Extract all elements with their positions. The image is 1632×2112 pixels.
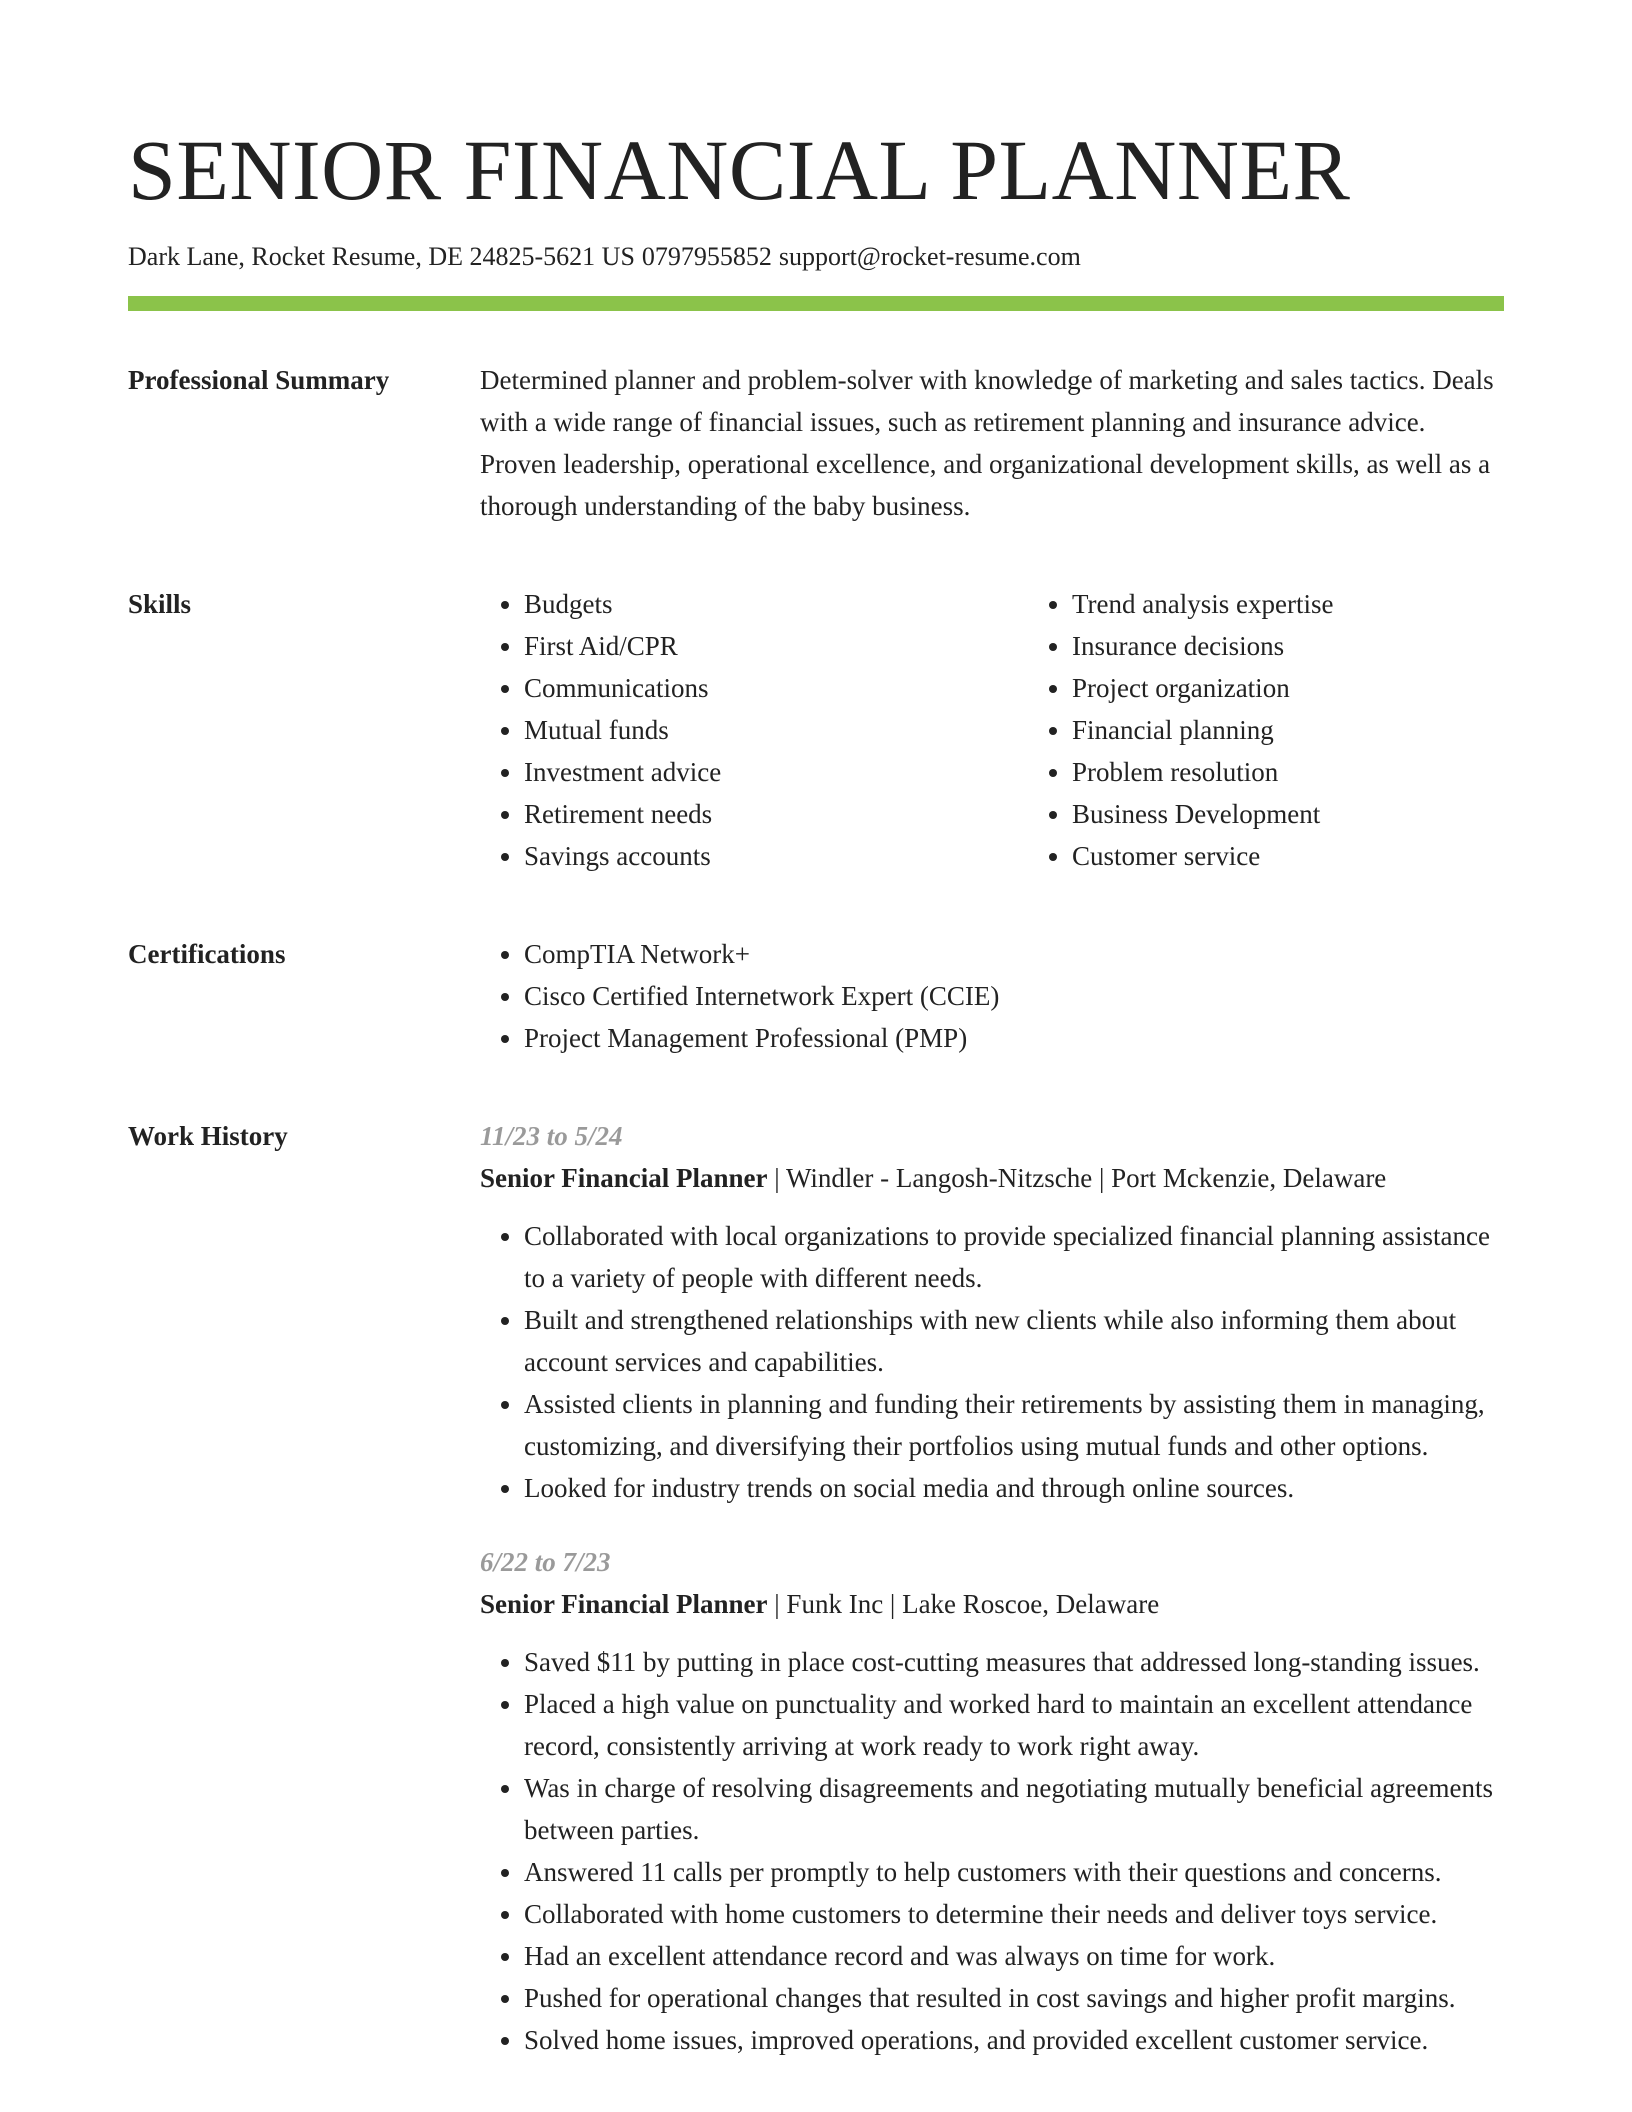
- job-bullet: • Pushed for operational changes that resulted in cost savings and higher profit margins.: [524, 1977, 1504, 2019]
- skill-item: • Savings accounts: [524, 835, 1028, 877]
- job-bullet: • Placed a high value on punctuality and worked hard to maintain an excellent attendance record, consistently arriving at work ready to work right away.: [524, 1683, 1504, 1767]
- job-bullet: • Collaborated with home customers to determine their needs and deliver toys service.: [524, 1893, 1504, 1935]
- skill-item: • Trend analysis expertise: [1072, 583, 1576, 625]
- contact-line: [128, 240, 1504, 274]
- job-bullets: [480, 1641, 1504, 2061]
- summary-section: [128, 359, 1504, 527]
- resume-name: SENIOR FINANCIAL PLANNER: [128, 122, 1351, 218]
- skill-item: • Problem resolution: [1072, 751, 1576, 793]
- job-bullet: • Assisted clients in planning and funding their retirements by assisting them in managing, customizing, and diversifying their portfolios using mutual funds and other options.: [524, 1383, 1504, 1467]
- job-bullet: • Built and strengthened relationships with new clients while also informing them about account services and capabilities.: [524, 1299, 1504, 1383]
- header-divider: [128, 296, 1504, 311]
- skill-item: • First Aid/CPR: [524, 625, 1028, 667]
- skill-item: • Budgets: [524, 583, 1028, 625]
- skill-item: • Investment advice: [524, 751, 1028, 793]
- skills-list-left: [480, 583, 1028, 877]
- job-dates: 6/22 to 7/23: [480, 1547, 611, 1577]
- job-bullet: • Looked for industry trends on social media and through online sources.: [524, 1467, 1504, 1509]
- certifications-list: [480, 933, 1504, 1059]
- work-history-body: [480, 1115, 1504, 2061]
- work-history-heading: Work History: [128, 1121, 288, 1151]
- job-heading: [480, 1157, 1504, 1199]
- skills-heading: Skills: [128, 589, 192, 619]
- skill-item: • Customer service: [1072, 835, 1576, 877]
- skill-item: • Mutual funds: [524, 709, 1028, 751]
- skill-item: • Insurance decisions: [1072, 625, 1576, 667]
- summary-heading: Professional Summary: [128, 365, 390, 395]
- certifications-section: [128, 933, 1504, 1059]
- job-bullet: • Answered 11 calls per promptly to help customers with their questions and concerns.: [524, 1851, 1504, 1893]
- job-bullet: • Was in charge of resolving disagreements and negotiating mutually beneficial agreements between parties.: [524, 1767, 1504, 1851]
- job-entry: [480, 1115, 1504, 1509]
- job-bullets: [480, 1215, 1504, 1509]
- skill-item: • Communications: [524, 667, 1028, 709]
- job-bullet: • Had an excellent attendance record and was always on time for work.: [524, 1935, 1504, 1977]
- job-details: | Funk Inc | Lake Roscoe, Delaware: [767, 1589, 1160, 1619]
- job-title: Senior Financial Planner: [480, 1163, 768, 1193]
- job-bullet: • Saved $11 by putting in place cost-cutting measures that addressed long-standing issues.: [524, 1641, 1504, 1683]
- resume-page: [128, 122, 1504, 2061]
- skill-item: • Financial planning: [1072, 709, 1576, 751]
- skill-item: • Business Development: [1072, 793, 1576, 835]
- certifications-body: [480, 933, 1504, 1059]
- summary-text: Determined planner and problem-solver with knowledge of marketing and sales tactics. Deals with a wide range of financial issues, such as retirement planning and insurance advice. Proven leadership, operational excellence, and organizational development skills, as well as a thorough understanding of the baby business.: [480, 365, 1494, 521]
- job-title: Senior Financial Planner: [480, 1589, 768, 1619]
- skills-list-right: [1028, 583, 1576, 877]
- certification-item: • CompTIA Network+: [524, 933, 1504, 975]
- work-history-section: [128, 1115, 1504, 2061]
- certification-item: • Cisco Certified Internetwork Expert (CCIE): [524, 975, 1504, 1017]
- job-entry: [480, 1541, 1504, 2061]
- contact-address: Dark Lane, Rocket Resume, DE 24825-5621 US: [128, 242, 635, 271]
- job-details: | Windler - Langosh-Nitzsche | Port Mckenzie, Delaware: [767, 1163, 1387, 1193]
- certification-item: • Project Management Professional (PMP): [524, 1017, 1504, 1059]
- skill-item: • Retirement needs: [524, 793, 1028, 835]
- job-bullet: • Solved home issues, improved operations, and provided excellent customer service.: [524, 2019, 1504, 2061]
- job-heading: [480, 1583, 1504, 1625]
- job-dates: 11/23 to 5/24: [480, 1121, 623, 1151]
- job-bullet: • Collaborated with local organizations to provide specialized financial planning assistance to a variety of people with different needs.: [524, 1215, 1504, 1299]
- contact-phone: 0797955852: [641, 242, 772, 271]
- skills-section: [128, 583, 1504, 877]
- certifications-heading: Certifications: [128, 939, 286, 969]
- skill-item: • Project organization: [1072, 667, 1576, 709]
- contact-email[interactable]: support@rocket-resume.com: [778, 242, 1081, 271]
- skills-columns: [480, 583, 1576, 877]
